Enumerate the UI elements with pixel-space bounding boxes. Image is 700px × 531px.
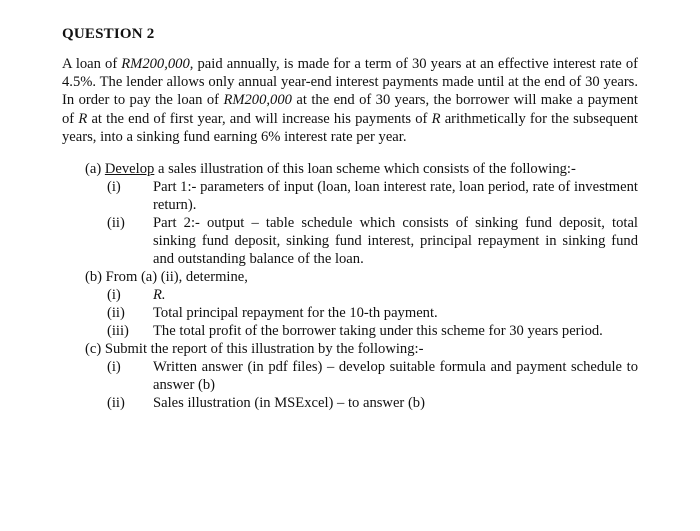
- loan-amount: RM200,000: [121, 56, 190, 72]
- loan-term: 30: [585, 74, 600, 91]
- loan-amount: RM200,000: [223, 92, 292, 109]
- payment-variable: R: [431, 110, 441, 127]
- list-item-text: R.: [153, 287, 166, 304]
- text-segment: at the end of: [291, 92, 376, 109]
- part-b-heading: (b) From (a) (ii), determine,: [85, 269, 248, 286]
- list-item-number: (ii): [107, 215, 125, 232]
- list-item-text: The total profit of the borrower taking under this scheme for 30 years period.: [153, 323, 603, 340]
- question-paragraph: [62, 55, 638, 146]
- list-item-number: (i): [107, 287, 121, 304]
- text-segment: . The lender allows only annual year-end interest payments made until at the end of: [92, 74, 586, 91]
- part-c-heading: (c) Submit the report of this illustration by the following:-: [85, 341, 424, 358]
- part-c: [62, 340, 638, 412]
- list-item-text: Total principal repayment for the 10-th payment.: [153, 305, 438, 322]
- interest-rate: 4.5%: [62, 74, 93, 91]
- list-item-number: (ii): [107, 395, 125, 412]
- list-item-number: (i): [107, 359, 121, 376]
- text-segment: years at an effective interest rate of: [426, 56, 639, 72]
- list-item: [62, 304, 638, 322]
- loan-term: 30: [375, 92, 391, 109]
- part-a-text: a sales illustration of this loan scheme which consists of the following:-: [154, 161, 576, 178]
- sinking-fund-rate: 6%: [261, 128, 281, 145]
- list-item: [62, 214, 638, 268]
- list-item-text: Part 1:- parameters of input (loan, loan interest rate, loan period, rate of investment return).: [153, 179, 638, 214]
- question-page: [62, 26, 638, 412]
- list-item: [62, 286, 638, 304]
- question-title: QUESTION 2: [62, 26, 155, 42]
- text-segment: interest rate per year.: [280, 128, 407, 145]
- list-item-number: (iii): [107, 323, 129, 340]
- text-segment: A loan of: [62, 56, 122, 72]
- list-item: [62, 358, 638, 394]
- part-a-heading: [62, 160, 638, 178]
- list-item: [62, 322, 638, 340]
- list-item-number: (ii): [107, 305, 125, 322]
- list-item: [62, 178, 638, 214]
- list-item-text: Part 2:- output – table schedule which consists of sinking fund deposit, total sinking fund deposit, sinking fund interest, principal repayment in sinking fund and outstanding balance of the loan.: [153, 215, 638, 268]
- text-segment: at the end of first year, and will increase his payments of: [87, 110, 432, 127]
- list-item: [62, 394, 638, 412]
- part-a-label: (a): [85, 161, 105, 178]
- part-a-verb: Develop: [104, 161, 155, 178]
- payment-variable: R: [78, 110, 88, 127]
- text-segment: years, the borrower will make a payment of: [62, 92, 638, 127]
- part-a: [62, 160, 638, 268]
- loan-term: 30: [411, 56, 427, 72]
- text-segment: arithmetically for the subsequent years, into a sinking fund earning: [62, 110, 638, 145]
- text-segment: years. In order to pay the loan of: [62, 74, 639, 109]
- text-segment: , paid annually, is made for a term of: [189, 56, 412, 72]
- part-b: [62, 268, 638, 340]
- list-item-number: (i): [107, 179, 121, 196]
- list-item-text: Sales illustration (in MSExcel) – to answer (b): [153, 395, 425, 412]
- list-item-text: Written answer (in pdf files) – develop suitable formula and payment schedule to answer (b): [153, 359, 638, 394]
